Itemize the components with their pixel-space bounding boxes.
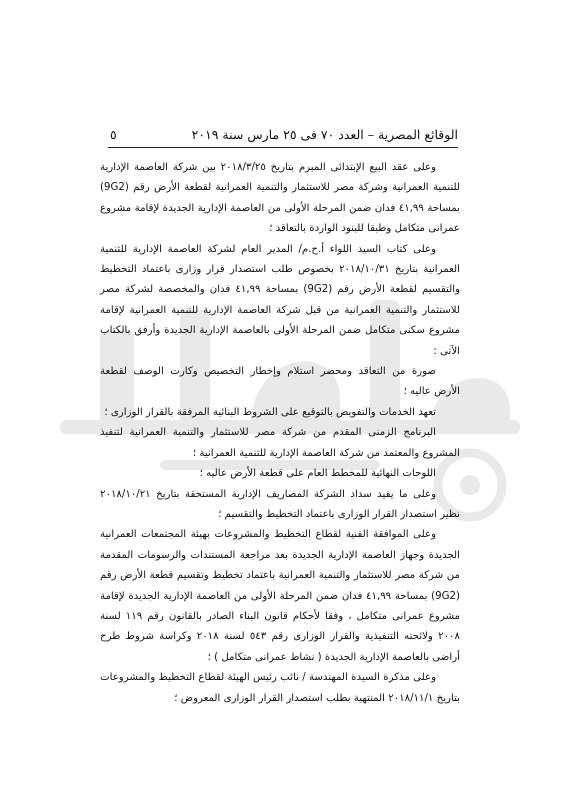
running-header [108,125,458,147]
paragraph: اللوحات النهائية للمخطط العام على قطعة الأرض عاليه ؛ [199,468,436,480]
paragraph: وعلى مذكرة السيدة المهندسة / نائب رئيس الهيئة لقطاع التخطيط والمشروعات بتاريخ ٢٠١٨/١١/١ المنتهية بطلب استصدار القرار الوزارى المعروض ؛ [100,672,460,704]
paragraph: وعلى الموافقة الفنية لقطاع التخطيط والمشروعات بهيئة المجتمعات العمرانية الجديدة وجهاز العاصمة الإدارية الجديدة بعد مراجعة المستندات والرسومات المقدمة من شركة مصر للاستثمار والتنمية العمرانية باعتماد تخطيط وتقسيم قطعة الأرض رقم (9G2) بمساحة ٤١,٩٩ فدان ضمن المرحلة الأولى من العاصمة الإدارية الجديدة لإقامة مشروع عمرانى متكامل ، وفقا لأحكام قانون البناء الصادر بالقانون رقم ١١٩ لسنة ٢٠٠٨ ولائحته التنفيذية والقرار الوزارى رقم ٥٤٣ لسنة ٢٠١٨ وكراسة شروط طرح أراضى بالعاصمة الإدارية الجديدة ( نشاط عمرانى متكامل ) ؛ [100,529,460,663]
paragraph: تعهد الخدمات والتفويض بالتوقيع على الشروط البنائية المرفقة بالقرار الوزارى ؛ [104,406,436,418]
paragraph: وعلى كتاب السيد اللواء أ.ح.م/ المدير العام لشركة العاصمة الإدارية للتنمية العمرانية بتاريخ ٢٠١٨/١٠/٣١ بخصوص طلب استصدار قرار وزارى باعتماد التخطيط والتقسيم لقطعة الأرض رقم (9G2) بمساحة ٤١,٩٩ فدان والمخصصة لشركة مصر للاستثمار والتنمية العمرانية من قبل شركة العاصمة الإدارية للتنمية العمرانية لإقامة مشروع سكنى متكامل ضمن المرحلة الأولى بالعاصمة الإدارية الجديدة وأرفق بالكتاب الآتى : [100,243,460,357]
gazette-title: الوقائع المصرية – العدد ٧٠ فى ٢٥ مارس سنة ٢٠١٩ [191,127,458,142]
paragraph: البرنامج الزمنى المقدم من شركة مصر للاستثمار والتنمية العمرانية لتنفيذ المشروع والمعتمد من شركة العاصمة الإدارية للتنمية العمرانية ؛ [100,427,460,459]
page-number: ٥ [110,127,117,142]
document-body [100,158,460,709]
paragraph: صورة من التعاقد ومحضر استلام وإخطار التخصيص وكارت الوصف لقطعة الأرض عاليه ؛ [100,366,460,398]
paragraph: وعلى عقد البيع الإبتدائى المبرم بتاريخ ٢٠١٨/٣/٢٥ بين شركة العاصمة الإدارية للتنمية العمرانية وشركة مصر للاستثمار والتنمية العمرانية لقطعة الأرض رقم (9G2) بمساحة ٤١,٩٩ فدان ضمن المرحلة الأولى من العاصمة الإدارية الجديدة لإقامة مشروع عمرانى متكامل وطبقا للبنود الواردة بالتعاقد ؛ [100,162,461,235]
paragraph: وعلى ما يفيد سداد الشركة المصاريف الإدارية المستحقة بتاريخ ٢٠١٨/١٠/٢١ نظير استصدار القرار الوزارى باعتماد التخطيط والتقسيم ؛ [100,488,460,520]
header-rule [108,147,458,148]
